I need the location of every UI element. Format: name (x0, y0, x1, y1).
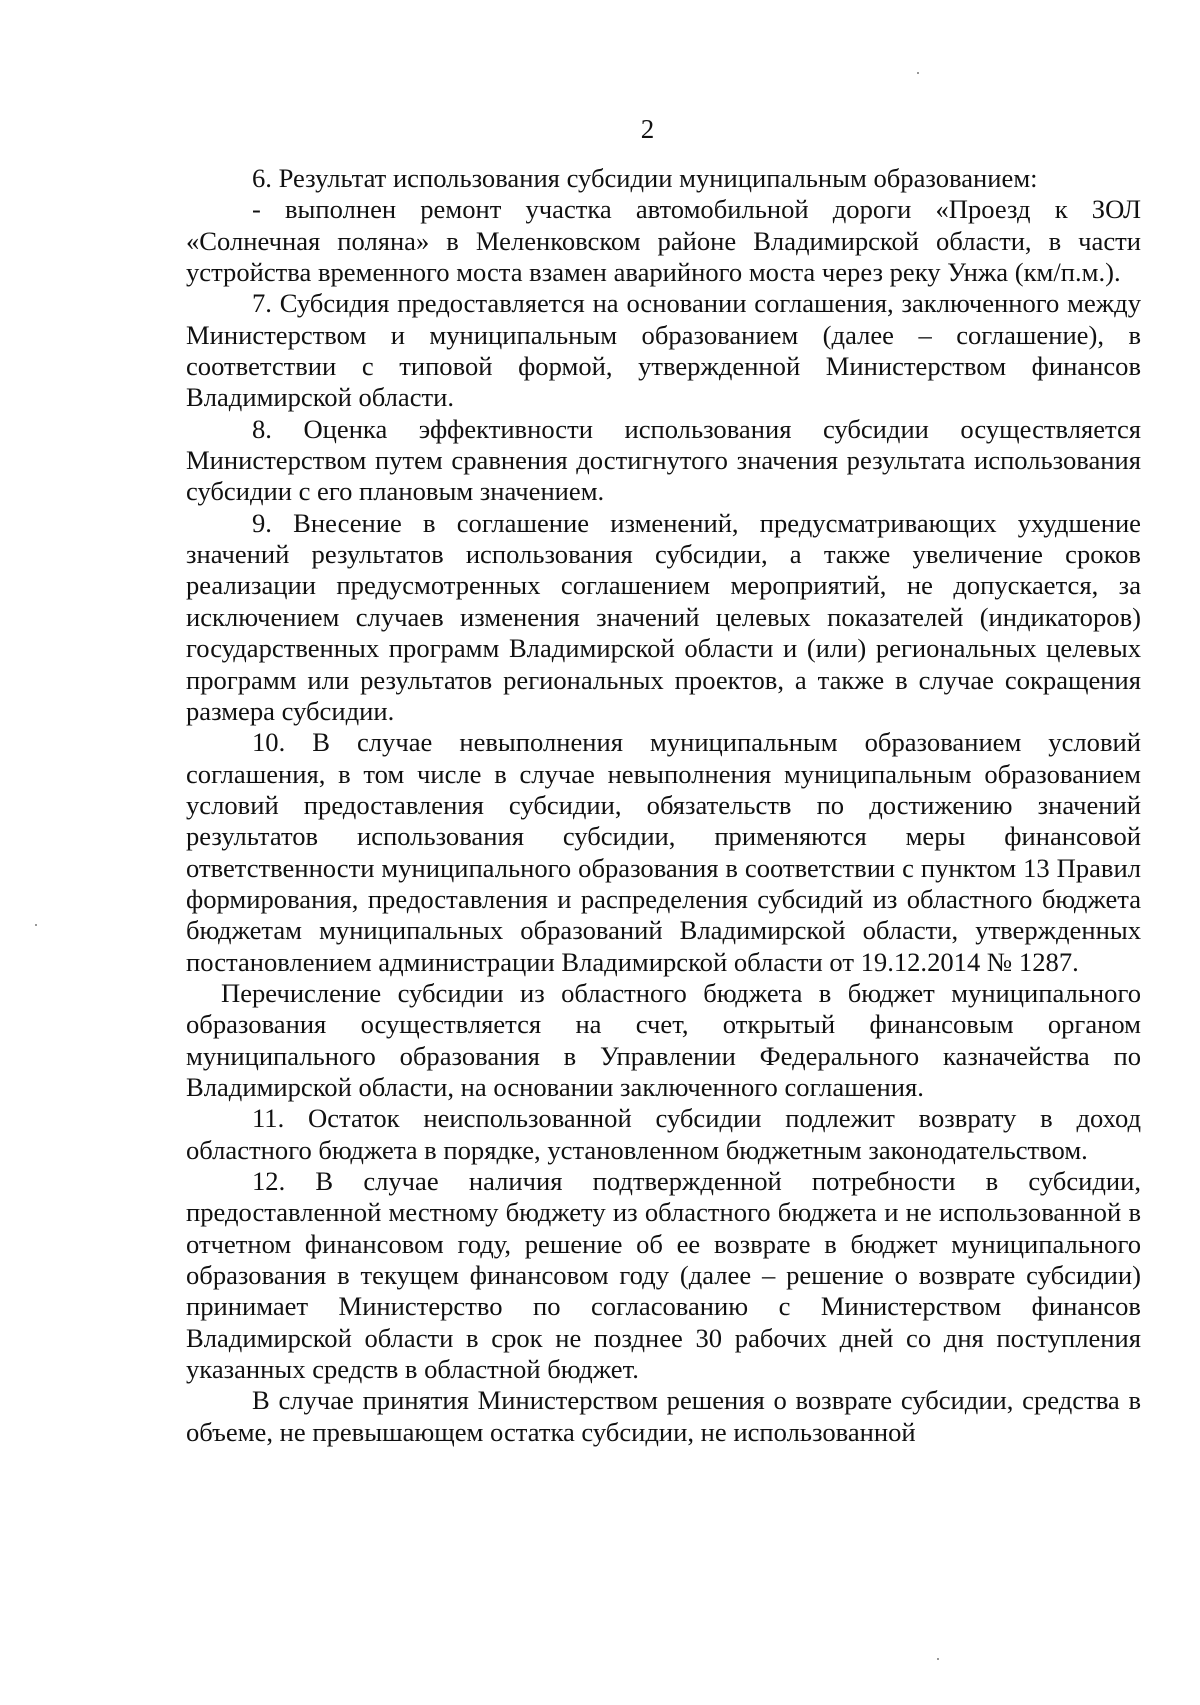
paragraph-12: 12. В случае наличия подтвержденной потребности в субсидии, предоставленной местному бюджету из областного бюджета и не использованной в отчетном финансовом году, решение об ее возврате в бюджет муниципального образования в текущем финансовом году (далее – решение о возврате субсидии) принимает Министерство по согласованию с Министерством финансов Владимирской области в срок не позднее 30 рабочих дней со дня поступления указанных средств в областной бюджет. (186, 1166, 1141, 1385)
paragraph-8: 8. Оценка эффективности использования субсидии осуществляется Министерством путем сравнения достигнутого значения результата использования субсидии с его плановым значением. (186, 413, 1141, 507)
paragraph-7: 7. Субсидия предоставляется на основании соглашения, заключенного между Министерством и муниципальным образованием (далее – соглашение), в соответствии с типовой формой, утвержденной Министерством финансов Владимирской области. (186, 288, 1141, 413)
paragraph-6-item: - выполнен ремонт участка автомобильной дороги «Проезд к ЗОЛ «Солнечная поляна» в Меленковском районе Владимирской области, в части устройства временного моста взамен аварийного моста через реку Унжа (км/п.м.). (186, 194, 1141, 288)
paragraph-10: 10. В случае невыполнения муниципальным образованием условий соглашения, в том числе в случае невыполнения муниципальным образованием условий предоставления субсидии, обязательств по достижению значений результатов использования субсидии, применяются меры финансовой ответственности муниципального образования в соответствии с пунктом 13 Правил формирования, предоставления и распределения субсидий из областного бюджета бюджетам муниципальных образований Владимирской области, утвержденных постановлением администрации Владимирской области от 19.12.2014 № 1287. (186, 727, 1141, 977)
paragraph-12-continuation: В случае принятия Министерством решения о возврате субсидии, средства в объеме, не превышающем остатка субсидии, не использованной (186, 1385, 1141, 1447)
scan-speck (917, 72, 919, 74)
paragraph-9: 9. Внесение в соглашение изменений, предусматривающих ухудшение значений результатов использования субсидии, а также увеличение сроков реализации предусмотренных соглашением мероприятий, не допускается, за исключением случаев изменения значений целевых показателей (индикаторов) государственных программ Владимирской области и (или) региональных целевых программ или результатов региональных проектов, а также в случае сокращения размера субсидии. (186, 507, 1141, 726)
page-number: 2 (640, 114, 655, 144)
paragraph-11: 11. Остаток неиспользованной субсидии подлежит возврату в доход областного бюджета в порядке, установленном бюджетным законодательством. (186, 1103, 1141, 1165)
scan-speck (937, 1658, 939, 1660)
document-body (186, 163, 1141, 1448)
paragraph-6: 6. Результат использования субсидии муниципальным образованием: (252, 163, 1038, 193)
paragraph-10-transfer: Перечисление субсидии из областного бюджета в бюджет муниципального образования осуществляется на счет, открытый финансовым органом муниципального образования в Управлении Федерального казначейства по Владимирской области, на основании заключенного соглашения. (186, 977, 1141, 1102)
scan-speck (35, 924, 37, 926)
